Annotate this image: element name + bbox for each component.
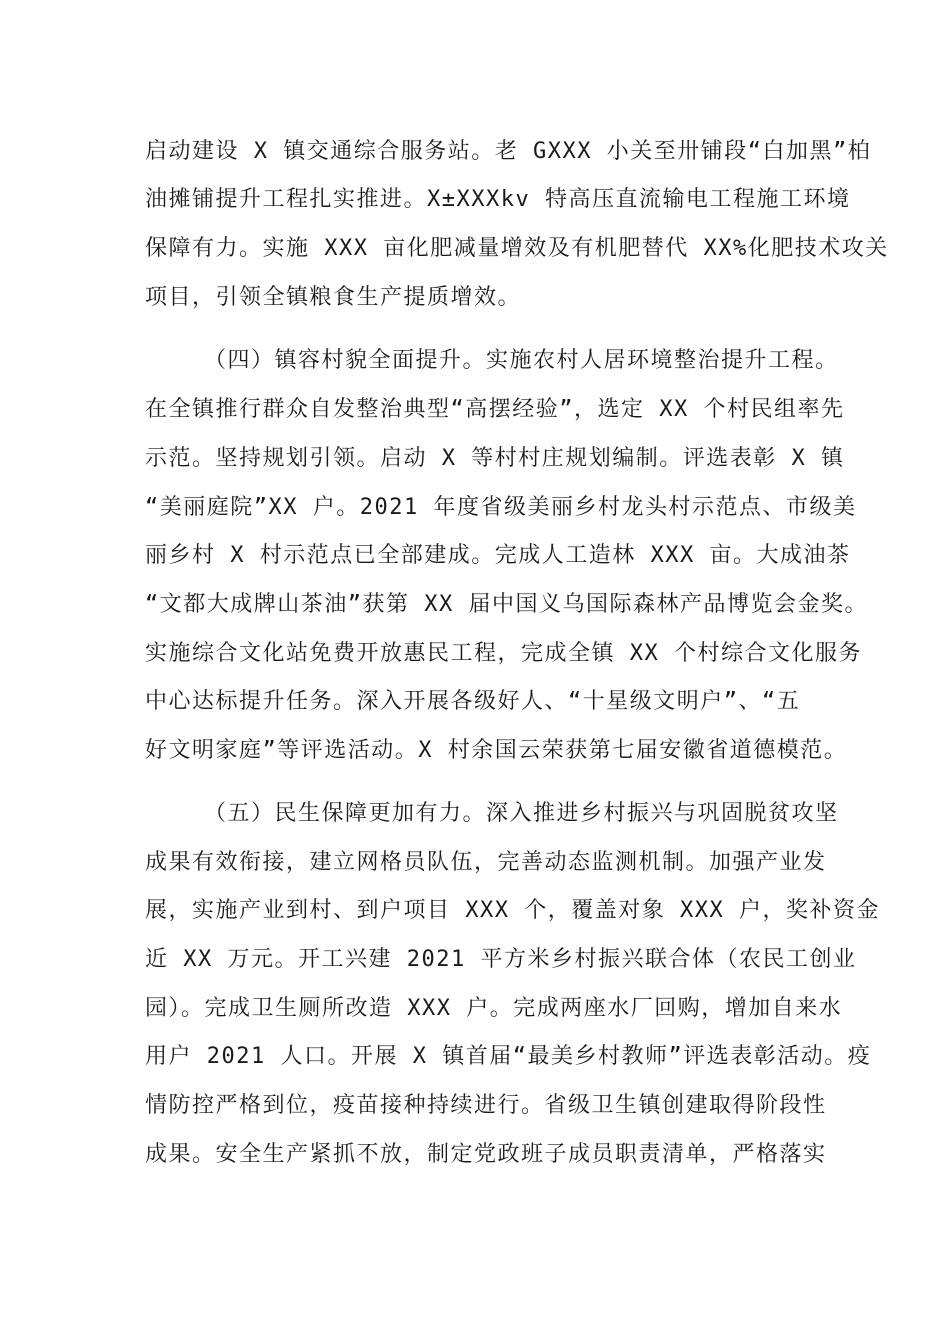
text-line-16: 展，实施产业到村、到户项目 XXX 个，覆盖对象 XXX 户，奖补资金 (145, 898, 880, 923)
text-line-8: “美丽庭院”XX 户。2021 年度省级美丽乡村龙头村示范点、市级美 (145, 495, 857, 520)
text-line-21: 成果。安全生产紧抓不放，制定党政班子成员职责清单，严格落实 (145, 1142, 827, 1167)
text-line-18: 园）。完成卫生厕所改造 XXX 户。完成两座水厂回购，增加自来水 (145, 996, 843, 1021)
text-line-7: 示范。坚持规划引领。启动 X 等村村庄规划编制。评选表彰 X 镇 (145, 446, 845, 471)
paragraph-4-heading: （四）镇容村貌全面提升。实施农村人居环境整治提升工程。 (204, 348, 839, 373)
text-line-6: 在全镇推行群众自发整治典型“高摆经验”，选定 XX 个村民组率先 (145, 397, 845, 422)
text-line-20: 情防控严格到位，疫苗接种持续进行。省级卫生镇创建取得阶段性 (145, 1093, 827, 1118)
paragraph-5-heading: （五）民生保障更加有力。深入推进乡村振兴与巩固脱贫攻坚 (204, 801, 839, 826)
text-line-9: 丽乡村 X 村示范点已全部建成。完成人工造林 XXX 亩。大成油茶 (145, 543, 851, 568)
text-line-2: 油摊铺提升工程扎实推进。X±XXXkv 特高压直流输电工程施工环境 (145, 187, 851, 212)
text-line-10: “文都大成牌山茶油”获第 XX 届中国义乌国际森林产品博览会金奖。 (145, 592, 868, 617)
text-line-15: 成果有效衔接，建立网格员队伍，完善动态监测机制。加强产业发 (145, 850, 827, 875)
text-line-17: 近 XX 万元。开工兴建 2021 平方米乡村振兴联合体（农民工创业 (145, 947, 857, 972)
text-line-1: 启动建设 X 镇交通综合服务站。老 GXXX 小关至卅铺段“白加黑”柏 (145, 139, 872, 164)
text-line-4: 项目，引领全镇粮食生产提质增效。 (145, 285, 522, 310)
text-line-13: 好文明家庭”等评选活动。X 村余国云荣获第七届安徽省道德模范。 (145, 738, 848, 763)
text-line-3: 保障有力。实施 XXX 亩化肥减量增效及有机肥替代 XX%化肥技术攻关 (145, 236, 889, 261)
text-line-19: 用户 2021 人口。开展 X 镇首届“最美乡村教师”评选表彰活动。疫 (145, 1044, 872, 1069)
text-line-11: 实施综合文化站免费开放惠民工程，完成全镇 XX 个村综合文化服务 (145, 641, 862, 666)
text-line-12: 中心达标提升任务。深入开展各级好人、“十星级文明户”、“五 (145, 689, 801, 714)
